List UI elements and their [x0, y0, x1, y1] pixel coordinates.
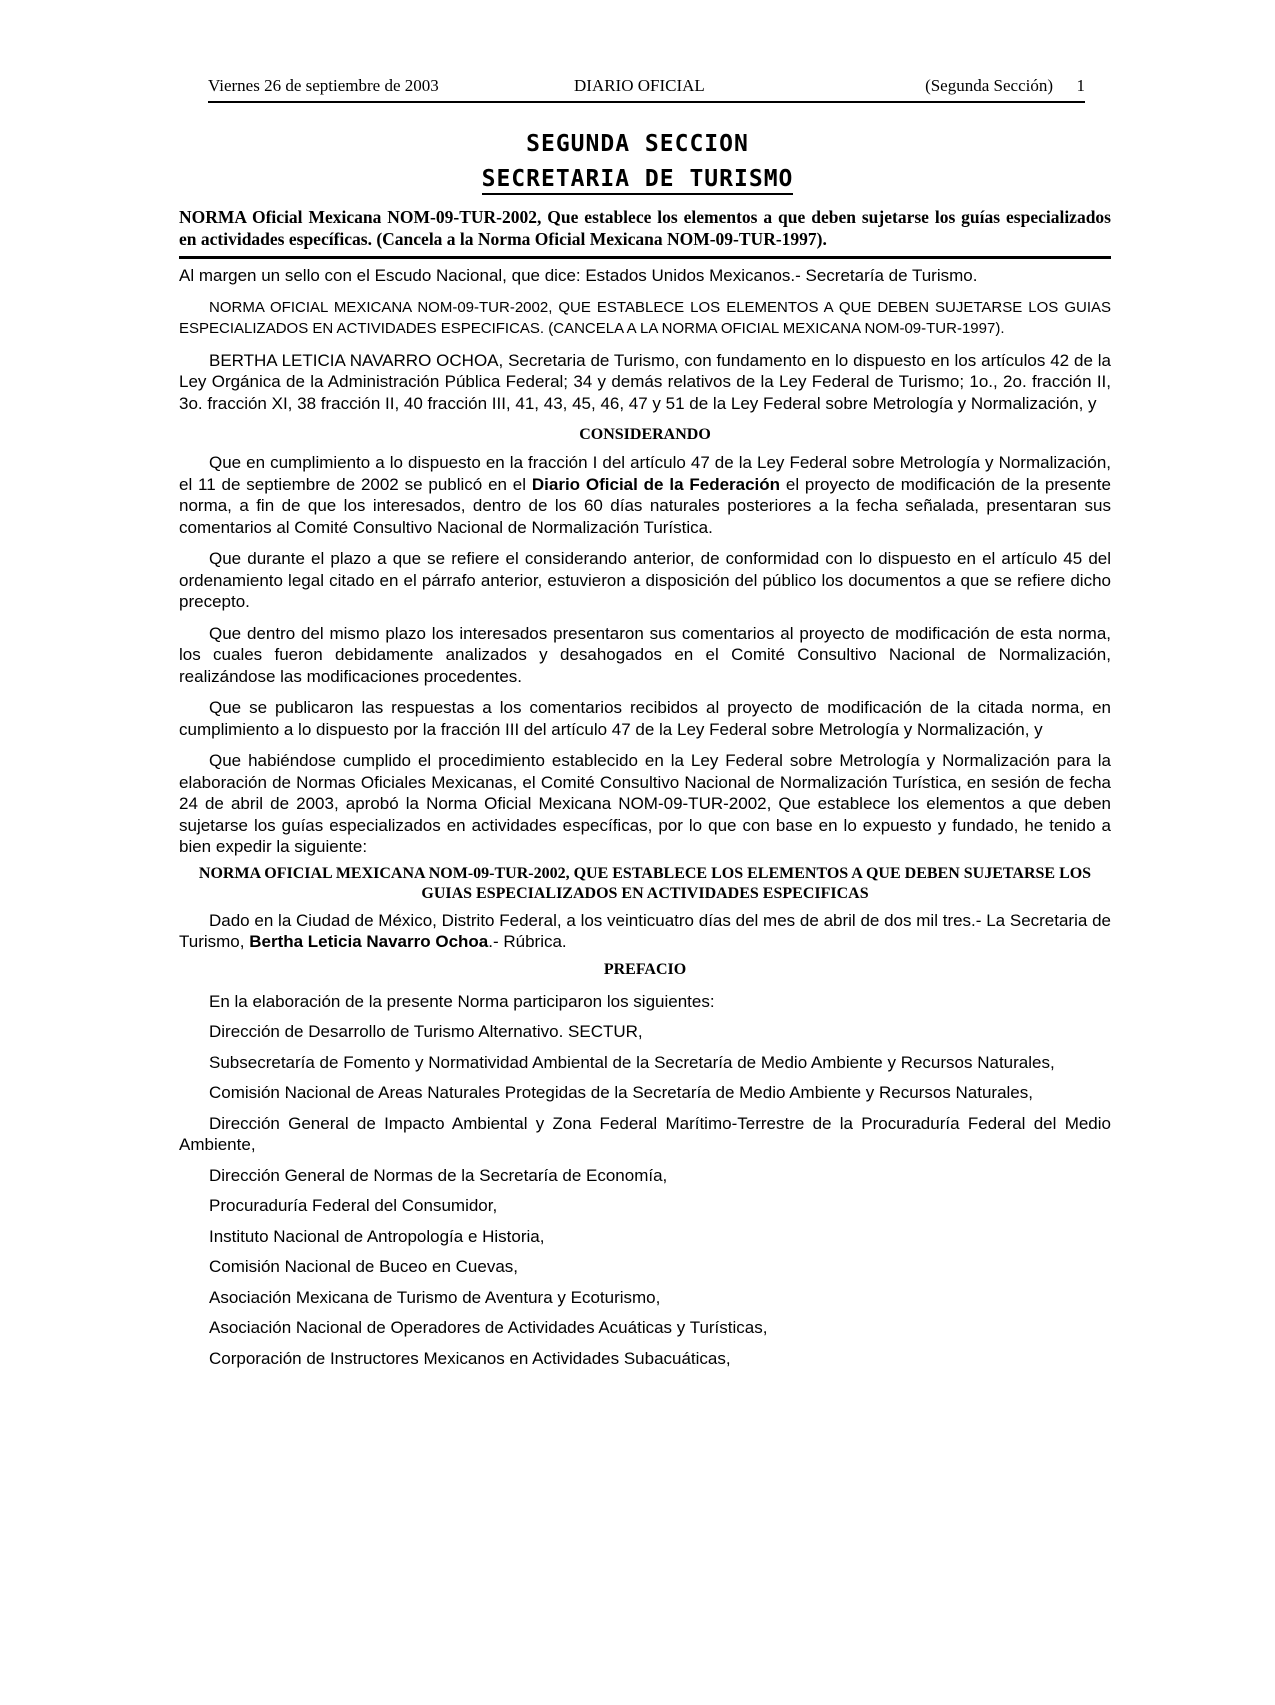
header-publication: DIARIO OFICIAL	[574, 76, 705, 95]
caps-title: NORMA OFICIAL MEXICANA NOM-09-TUR-2002, QUE ESTABLECE LOS ELEMENTOS A QUE DEBEN SUJETARSE LOS GUIAS ESPECIALIZADOS EN ACTIVIDADES ESPECIFICAS. (CANCELA A LA NORMA OFICIAL MEXICANA NOM-09-TUR-1997).	[179, 298, 1111, 337]
participant-item: Dirección General de Impacto Ambiental y Zona Federal Marítimo-Terrestre de la Procuraduría Federal del Medio Ambiente,	[179, 1113, 1111, 1154]
ministry-title-wrap	[0, 166, 1275, 195]
header-page-number: 1	[1076, 76, 1085, 95]
decree-title: NORMA Oficial Mexicana NOM-09-TUR-2002, Que establece los elementos a que deben sujetarse los guías especializados en actividades específicas. (Cancela a la Norma Oficial Mexicana NOM-09-TUR-1997).	[179, 206, 1111, 259]
participant-item: Subsecretaría de Fomento y Normatividad Ambiental de la Secretaría de Medio Ambiente y Recursos Naturales,	[209, 1052, 1055, 1072]
considerando-1-bold: Diario Oficial de la Federación	[531, 474, 781, 494]
participant-item: Comisión Nacional de Buceo en Cuevas,	[209, 1257, 519, 1276]
considerando-4: Que se publicaron las respuestas a los comentarios recibidos al proyecto de modificación de la citada norma, en cumplimiento a lo dispuesto por la fracción III del artículo 47 de la Ley Federal sobre Metrología y Normalización, y	[179, 698, 1111, 739]
prefacio-intro: En la elaboración de la presente Norma participaron los siguientes:	[209, 991, 715, 1011]
section-title: SEGUNDA SECCION	[526, 131, 749, 157]
participant-item: Instituto Nacional de Antropología e Historia,	[209, 1226, 545, 1246]
participant-item: Dirección General de Normas de la Secretaría de Economía,	[209, 1165, 668, 1185]
considerando-heading: CONSIDERANDO	[579, 426, 711, 443]
seal-text: Al margen un sello con el Escudo Nacional, que dice: Estados Unidos Mexicanos.- Secretaría de Turismo.	[179, 266, 978, 285]
prefacio-heading: PREFACIO	[603, 960, 687, 978]
dado-text-b: .- Rúbrica.	[488, 932, 567, 951]
document-body	[179, 206, 1111, 1369]
participant-item: Asociación Mexicana de Turismo de Aventura y Ecoturismo,	[209, 1287, 661, 1307]
header-date: Viernes 26 de septiembre de 2003	[208, 76, 439, 95]
considerando-5: Que habiéndose cumplido el procedimiento establecido en la Ley Federal sobre Metrología y Normalización para la elaboración de Normas Oficiales Mexicanas, el Comité Consultivo Nacional de Normalización Turística, en sesión de fecha 24 de abril de 2003, aprobó la Norma Oficial Mexicana NOM-09-TUR-2002, Que establece los elementos a que deben sujetarse los guías especializados en actividades específicas, por lo que con base en lo expuesto y fundado, he tenido a bien expedir la siguiente:	[179, 751, 1111, 856]
participant-item: Comisión Nacional de Areas Naturales Protegidas de la Secretaría de Medio Ambiente y Recursos Naturales,	[209, 1083, 1033, 1102]
participants-list	[179, 1021, 1111, 1369]
considerando-2: Que durante el plazo a que se refiere el considerando anterior, de conformidad con lo dispuesto en el artículo 45 del ordenamiento legal citado en el párrafo anterior, estuvieron a disposición del público los documentos a que se refiere dicho precepto.	[179, 549, 1111, 611]
header-section: (Segunda Sección)	[925, 76, 1053, 95]
considerando-1	[179, 452, 1111, 538]
considerando-3: Que dentro del mismo plazo los interesados presentaron sus comentarios al proyecto de modificación de esta norma, los cuales fueron debidamente analizados y desahogados en el Comité Consultivo Nacional de Normalización, realizándose las modificaciones procedentes.	[179, 623, 1111, 686]
norm-heading: NORMA OFICIAL MEXICANA NOM-09-TUR-2002, QUE ESTABLECE LOS ELEMENTOS A QUE DEBEN SUJETARSE LOS GUIAS ESPECIALIZADOS EN ACTIVIDADES ESPECIFICAS	[198, 864, 1092, 902]
participant-item: Corporación de Instructores Mexicanos en Actividades Subacuáticas,	[209, 1348, 731, 1368]
participant-item: Dirección de Desarrollo de Turismo Alternativo. SECTUR,	[209, 1022, 643, 1041]
participant-item: Procuraduría Federal del Consumidor,	[209, 1196, 498, 1215]
participant-item: Asociación Nacional de Operadores de Actividades Acuáticas y Turísticas,	[209, 1318, 768, 1337]
considerando-1-text-a: Que en cumplimiento a lo dispuesto en la fracción I del artículo 47 de la Ley Federal sobre Metrología y Normalización, el 11 de septiembre de 2002 se publicó en el	[179, 453, 1111, 494]
page-header	[208, 76, 1085, 102]
dado-signatory: Bertha Leticia Navarro Ochoa	[249, 932, 489, 951]
header-rule	[208, 101, 1085, 103]
dado-paragraph	[179, 910, 1111, 953]
intro-paragraph: BERTHA LETICIA NAVARRO OCHOA, Secretaria de Turismo, con fundamento en lo dispuesto en los artículos 42 de la Ley Orgánica de la Administración Pública Federal; 34 y demás relativos de la Ley Federal de Turismo; 1o., 2o. fracción II, 3o. fracción XI, 38 fracción II, 40 fracción III, 41, 43, 45, 46, 47 y 51 de la Ley Federal sobre Metrología y Normalización, y	[179, 350, 1111, 413]
ministry-title: SECRETARIA DE TURISMO	[482, 166, 794, 195]
dado-text-a: Dado en la Ciudad de México, Distrito Federal, a los veinticuatro días del mes de abril de dos mil tres.- La Secretaria de Turismo,	[179, 910, 1111, 951]
considerando-1-text-b: el proyecto de modificación de la presente norma, a fin de que los interesados, dentro de los 60 días naturales posteriores a la fecha señalada, presentaran sus comentarios al Comité Consultivo Nacional de Normalización Turística.	[179, 474, 1111, 537]
